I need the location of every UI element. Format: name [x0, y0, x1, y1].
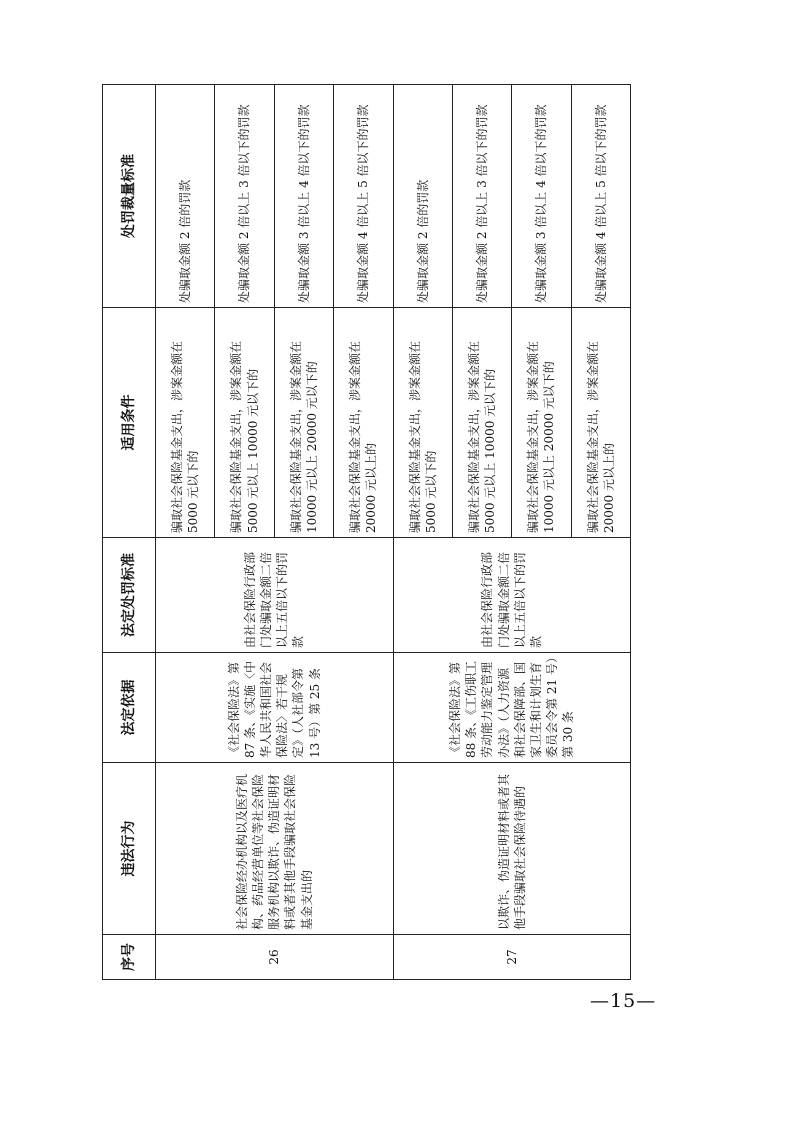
rotated-page [102, 85, 631, 980]
header-penalty: 处罚裁量标准 [103, 85, 156, 308]
penalty-discretion: 处骗取金额 4 倍以上 5 倍以下的罚款 [334, 85, 393, 308]
page-number: —15— [590, 990, 657, 1012]
legal-penalty-standard: 由社会保险行政部门处骗取金额二倍以上五倍以下的罚款 [393, 538, 631, 653]
header-basis: 法定依据 [103, 653, 156, 763]
penalty-discretion: 处骗取金额 2 倍的罚款 [393, 85, 452, 308]
violation-behavior: 以欺诈、伪造证明材料或者其他手段骗取社会保险待遇的 [393, 763, 631, 935]
header-behavior: 违法行为 [103, 763, 156, 935]
header-no: 序号 [103, 935, 156, 980]
penalty-discretion: 处骗取金额 2 倍的罚款 [156, 85, 215, 308]
table-row [393, 85, 452, 980]
penalty-discretion: 处骗取金额 3 倍以上 4 倍以下的罚款 [274, 85, 333, 308]
header-row [103, 85, 156, 980]
applicable-condition: 骗取社会保险基金支出，涉案金额在 5000 元以下的 [156, 308, 215, 538]
header-standard: 法定处罚标准 [103, 538, 156, 653]
legal-basis: 《社会保险法》第 87 条、《实施〈中华人民共和国社会保险法〉若干规定》（人社部令第 13 号）第 25 条 [156, 653, 394, 763]
penalty-discretion: 处骗取金额 2 倍以上 3 倍以下的罚款 [215, 85, 274, 308]
applicable-condition: 骗取社会保险基金支出，涉案金额在 10000 元以上 20000 元以下的 [274, 308, 333, 538]
legal-basis: 《社会保险法》第 88 条、《工伤职工劳动能力鉴定管理办法》（人力资源和社会保障部、国家卫生和计划生育委员会令第 21 号）第 30 条 [393, 653, 631, 763]
row-number: 27 [393, 935, 631, 980]
applicable-condition: 骗取社会保险基金支出，涉案金额在 20000 元以上的 [571, 308, 630, 538]
applicable-condition: 骗取社会保险基金支出，涉案金额在 20000 元以上的 [334, 308, 393, 538]
applicable-condition: 骗取社会保险基金支出，涉案金额在 5000 元以上 10000 元以下的 [215, 308, 274, 538]
violation-behavior: 社会保险经办机构以及医疗机构、药品经营单位等社会保险服务机构以欺诈、伪造证明材料或者其他手段骗取社会保险基金支出的 [156, 763, 394, 935]
table-row [156, 85, 215, 980]
penalty-discretion: 处骗取金额 2 倍以上 3 倍以下的罚款 [452, 85, 511, 308]
applicable-condition: 骗取社会保险基金支出，涉案金额在 5000 元以下的 [393, 308, 452, 538]
applicable-condition: 骗取社会保险基金支出，涉案金额在 10000 元以上 20000 元以下的 [512, 308, 571, 538]
penalty-discretion: 处骗取金额 4 倍以上 5 倍以下的罚款 [571, 85, 630, 308]
legal-penalty-standard: 由社会保险行政部门处骗取金额二倍以上五倍以下的罚款 [156, 538, 394, 653]
header-condition: 适用条件 [103, 308, 156, 538]
penalty-table [102, 84, 631, 980]
penalty-discretion: 处骗取金额 3 倍以上 4 倍以下的罚款 [512, 85, 571, 308]
row-number: 26 [156, 935, 394, 980]
applicable-condition: 骗取社会保险基金支出，涉案金额在 5000 元以上 10000 元以下的 [452, 308, 511, 538]
